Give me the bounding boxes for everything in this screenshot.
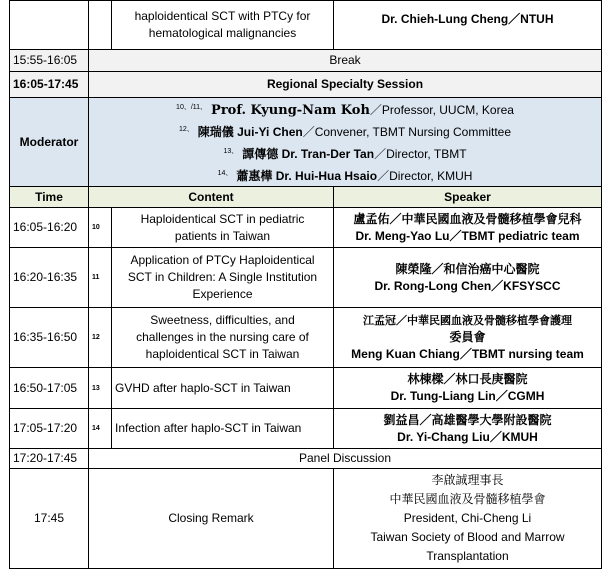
content-cell: Infection after haplo-SCT in Taiwan xyxy=(112,409,334,449)
time-cell xyxy=(10,1,89,50)
content-cell: Haploidentical SCT in pediatric patients in Taiwan xyxy=(112,208,334,248)
moderator-line: $^{14、}$ 蕭惠樺 Dr. Hui-Hua Hsaio／Director, KMUH xyxy=(217,169,473,183)
closing-label: Closing Remark xyxy=(89,469,334,569)
moderator-line: $^{13、}$ 譚傳德 Dr. Tran-Der Tan／Director, TBMT xyxy=(223,147,467,161)
time-cell: 16:05-16:20 xyxy=(10,208,89,248)
talk-number: 10 xyxy=(89,208,112,248)
time-cell: 16:05-17:45 xyxy=(10,72,89,98)
table-row xyxy=(10,409,602,449)
session-title: Regional Specialty Session xyxy=(89,72,602,98)
closing-row xyxy=(10,469,602,569)
speaker-cell: 江孟冠／中華民國血液及骨髓移植學會護理 委員會 Meng Kuan Chiang／TBMT nursing team xyxy=(334,308,602,368)
moderator-line: $^{12、}$ 陳瑞儀 Jui-Yi Chen／Convener, TBMT Nursing Committee xyxy=(179,125,511,139)
talk-number: 14 xyxy=(89,409,112,449)
time-cell: 16:35-16:50 xyxy=(10,308,89,368)
header-time: Time xyxy=(10,187,89,208)
content-cell: Sweetness, difficulties, and challenges in the nursing care of haploidentical SCT in Taiwan xyxy=(112,308,334,368)
speaker-cell: Dr. Chieh-Lung Cheng／NTUH xyxy=(334,1,602,50)
time-cell: 16:50-17:05 xyxy=(10,368,89,409)
time-cell: 17:20-17:45 xyxy=(10,449,89,469)
header-speaker: Speaker xyxy=(334,187,602,208)
table-row xyxy=(10,1,602,50)
content-cell: GVHD after haplo-SCT in Taiwan xyxy=(112,368,334,409)
talk-number: 12 xyxy=(89,308,112,368)
speaker-cell: 劉益昌／高雄醫學大學附設醫院 Dr. Yi-Chang Liu／KMUH xyxy=(334,409,602,449)
break-row xyxy=(10,50,602,72)
talk-number xyxy=(89,1,112,50)
break-label: Break xyxy=(89,50,602,72)
table-row xyxy=(10,308,602,368)
time-cell: 15:55-16:05 xyxy=(10,50,89,72)
time-cell: 17:05-17:20 xyxy=(10,409,89,449)
schedule-table xyxy=(9,0,602,569)
speaker-cell: 林棟樑／林口長庚醫院 Dr. Tung-Liang Lin／CGMH xyxy=(334,368,602,409)
moderator-row xyxy=(10,98,602,187)
table-row xyxy=(10,248,602,308)
time-cell: 16:20-16:35 xyxy=(10,248,89,308)
content-cell: Application of PTCy Haploidentical SCT in Children: A Single Institution Experience xyxy=(112,248,334,308)
content-cell: haploidentical SCT with PTCy for hematological malignancies xyxy=(112,1,334,50)
moderator-line: $^{10、/11、}$ Prof. Kyung-Nam Koh／Professor, UUCM, Korea xyxy=(176,103,514,118)
header-content: Content xyxy=(89,187,334,208)
speaker-cell: 盧孟佑／中華民國血液及骨髓移植學會兒科 Dr. Meng-Yao Lu／TBMT pediatric team xyxy=(334,208,602,248)
talk-number: 11 xyxy=(89,248,112,308)
moderator-list xyxy=(89,98,602,187)
moderator-label: Moderator xyxy=(10,98,89,187)
panel-row xyxy=(10,449,602,469)
table-row xyxy=(10,208,602,248)
speaker-cell: 陳榮隆／和信治癌中心醫院 Dr. Rong-Long Chen／KFSYSCC xyxy=(334,248,602,308)
time-cell: 17:45 xyxy=(10,469,89,569)
session-row xyxy=(10,72,602,98)
table-row xyxy=(10,368,602,409)
talk-number: 13 xyxy=(89,368,112,409)
header-row xyxy=(10,187,602,208)
closing-speaker: 李啟誠理事長 中華民國血液及骨髓移植學會 President, Chi-Cheng Li Taiwan Society of Blood and Marrow Transplantation xyxy=(334,469,602,569)
panel-label: Panel Discussion xyxy=(89,449,602,469)
